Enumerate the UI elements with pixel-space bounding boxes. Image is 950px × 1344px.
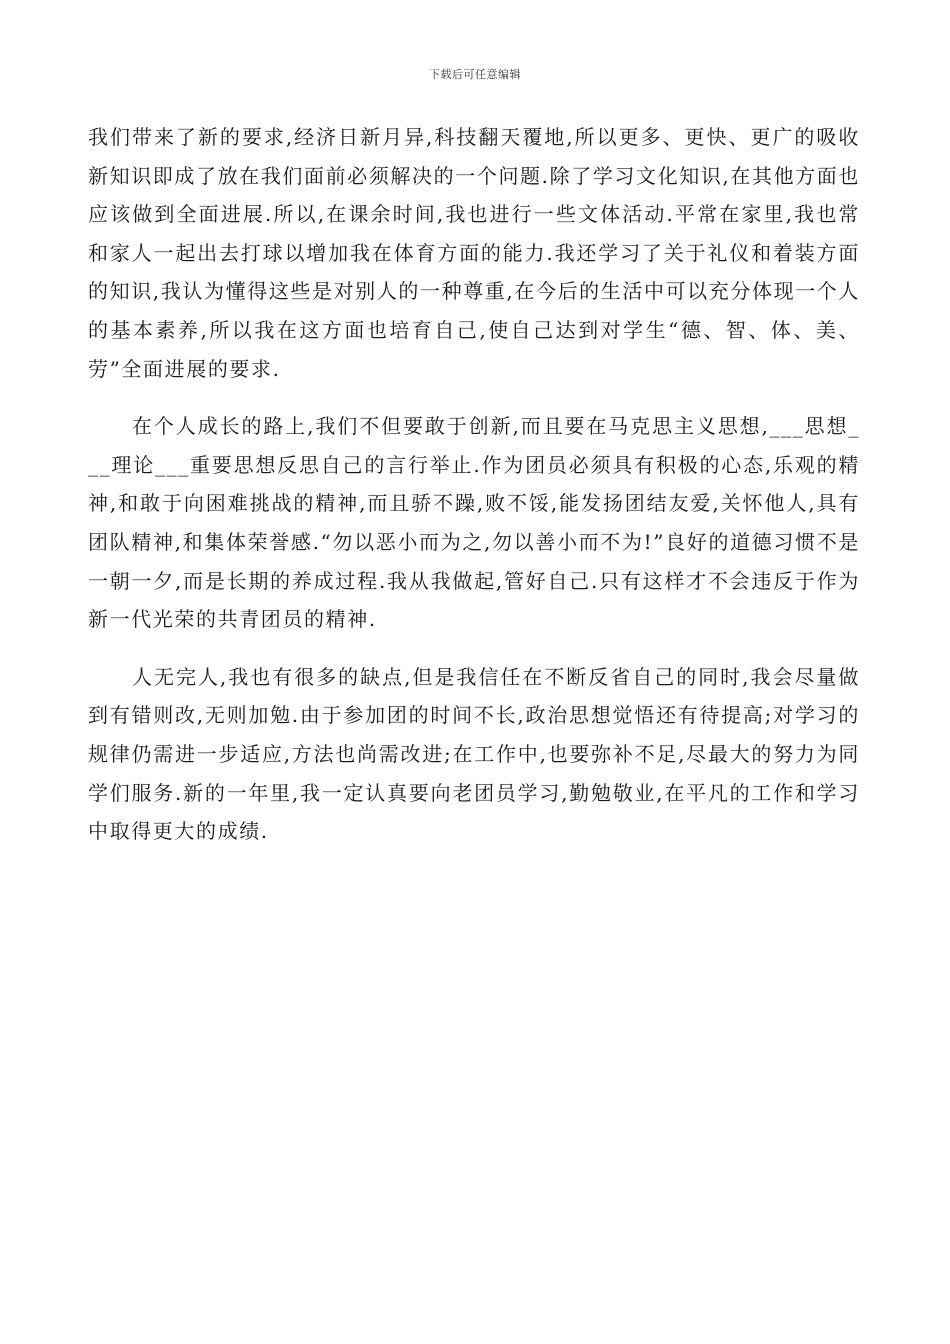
paragraph-3: 人无完人,我也有很多的缺点,但是我信任在不断反省自己的同时,我会尽量做到有错则改,无则加勉.由于参加团的时间不长,政治思想觉悟还有待提高;对学习的规律仍需进一步适应,方法也尚需改进;在工作中,也要弥补不足,尽最大的努力为同学们服务.新的一年里,我一定认真要向老团员学习,勤勉敬业,在平凡的工作和学习中取得更大的成绩.: [88, 664, 860, 844]
page-header: 下载后可任意编辑: [429, 68, 521, 81]
paragraph-2: 在个人成长的路上,我们不但要敢于创新,而且要在马克思主义思想,___思想___理论___重要思想反思自己的言行举止.作为团员必须具有积极的心态,乐观的精神,和敢于向困难挑战的精神,而且骄不躁,败不馁,能发扬团结友爱,关怀他人,具有团队精神,和集体荣誉感.“勿以恶小而为之,勿以善小而不为!”良好的道德习惯不是一朝一夕,而是长期的养成过程.我从我做起,管好自己.只有这样才不会违反于作为新一代光荣的共青团员的精神.: [88, 414, 860, 632]
document-body: [88, 118, 860, 851]
paragraph-1: 我们带来了新的要求,经济日新月异,科技翻天覆地,所以更多、更快、更广的吸收新知识即成了放在我们面前必须解决的一个问题.除了学习文化知识,在其他方面也应该做到全面进展.所以,在课余时间,我也进行一些文体活动.平常在家里,我也常和家人一起出去打球以增加我在体育方面的能力.我还学习了关于礼仪和着装方面的知识,我认为懂得这些是对别人的一种尊重,在今后的生活中可以充分体现一个人的基本素养,所以我在这方面也培育自己,使自己达到对学生“德、智、体、美、劳”全面进展的要求.: [88, 125, 860, 381]
